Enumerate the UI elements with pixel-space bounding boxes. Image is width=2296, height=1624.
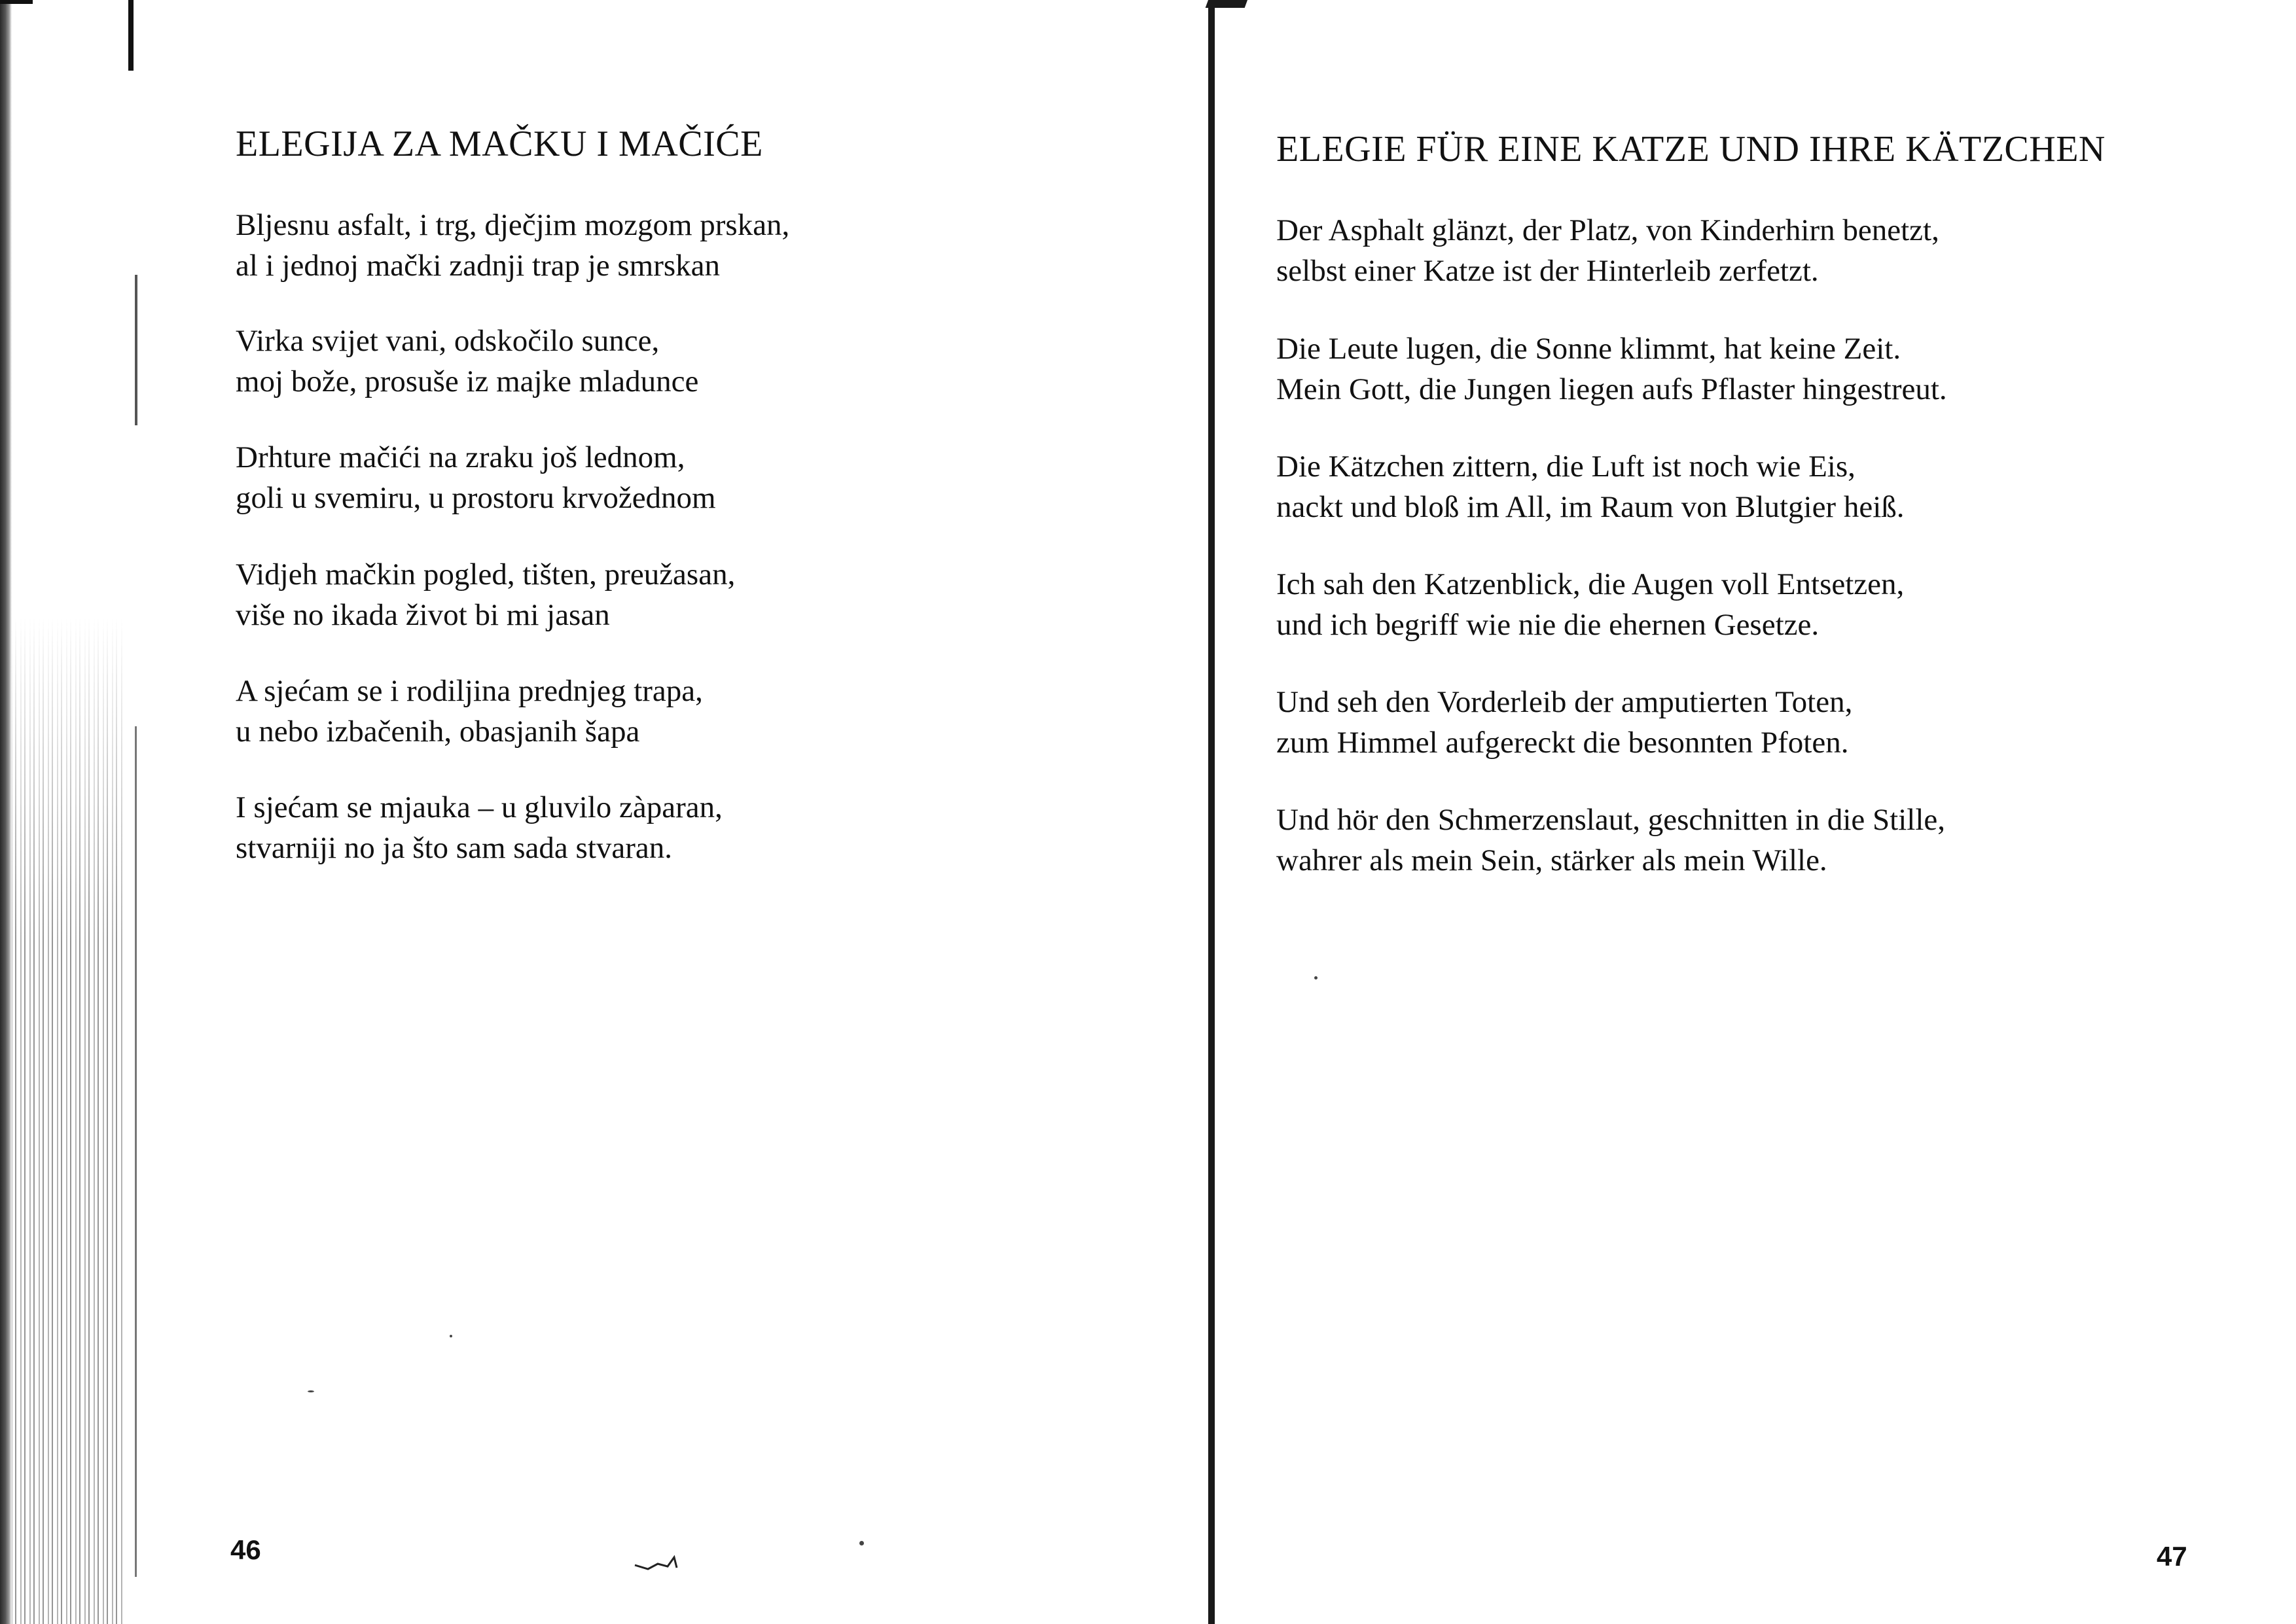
stanza [236,554,735,635]
verse-line: moj bože, prosuše iz majke mladunce [236,364,699,398]
verse-line: goli u svemiru, u prostoru krvožednom [236,481,716,515]
verse-line: Mein Gott, die Jungen liegen aufs Pflaster hingestreut. [1276,372,1947,406]
page-title: ELEGIE FÜR EINE KATZE UND IHRE KÄTZCHEN [1276,129,2106,169]
verse-line: Die Kätzchen zittern, die Luft ist noch wie Eis, [1276,450,1856,484]
verse-line: zum Himmel aufgereckt die besonnten Pfoten. [1276,726,1849,760]
page-number: 46 [230,1534,261,1565]
stanza [236,205,789,286]
verse-line: više no ikada život bi mi jasan [236,598,610,632]
stanza [1276,564,1904,645]
scan-speck [308,1390,314,1392]
verse-line: I sjećam se mjauka – u gluvilo zàparan, [236,790,723,824]
verse-line: Die Leute lugen, die Sonne klimmt, hat keine Zeit. [1276,332,1901,366]
stanza [236,437,716,518]
stanza [1276,210,1939,291]
page-number: 47 [2157,1541,2187,1572]
verse-line: A sjećam se i rodiljina prednjeg trapa, [236,674,703,708]
verse-line: Drhture mačići na zraku još lednom, [236,440,685,474]
stanza [236,787,723,868]
right-page [1211,0,2296,1624]
stanza [1276,446,1905,527]
scan-speck [1314,976,1318,980]
verse-line: u nebo izbačenih, obasjanih šapa [236,715,640,749]
pencil-mark [628,1544,707,1577]
verse-line: Ich sah den Katzenblick, die Augen voll Entsetzen, [1276,567,1905,601]
stanza [236,671,703,752]
verse-line: Und hör den Schmerzenslaut, geschnitten in die Stille, [1276,803,1946,837]
stanza [236,321,698,402]
verse-line: Vidjeh mačkin pogled, tišten, preužasan, [236,557,736,591]
stanza [1276,800,1945,881]
stanza [1276,328,1947,410]
stanza [1276,682,1852,763]
scan-speck [859,1541,864,1545]
verse-line: Virka svijet vani, odskočilo sunce, [236,324,660,358]
verse-line: wahrer als mein Sein, stärker als mein Wille. [1276,843,1827,877]
verse-line: Und seh den Vorderleib der amputierten Toten, [1276,685,1853,719]
verse-line: stvarniji no ja što sam sada stvaran. [236,831,672,865]
verse-line: Der Asphalt glänzt, der Platz, von Kinderhirn benetzt, [1276,213,1939,247]
verse-line: Bljesnu asfalt, i trg, dječjim mozgom prskan, [236,208,790,242]
scan-speck [450,1335,452,1337]
verse-line: nackt und bloß im All, im Raum von Blutgier heiß. [1276,490,1905,524]
verse-line: selbst einer Katze ist der Hinterleib zerfetzt. [1276,254,1819,288]
verse-line: und ich begriff wie nie die ehernen Gesetze. [1276,608,1820,642]
verse-line: al i jednoj mački zadnji trap je smrskan [236,249,721,283]
page-title: ELEGIJA ZA MAČKU I MAČIĆE [236,124,763,164]
